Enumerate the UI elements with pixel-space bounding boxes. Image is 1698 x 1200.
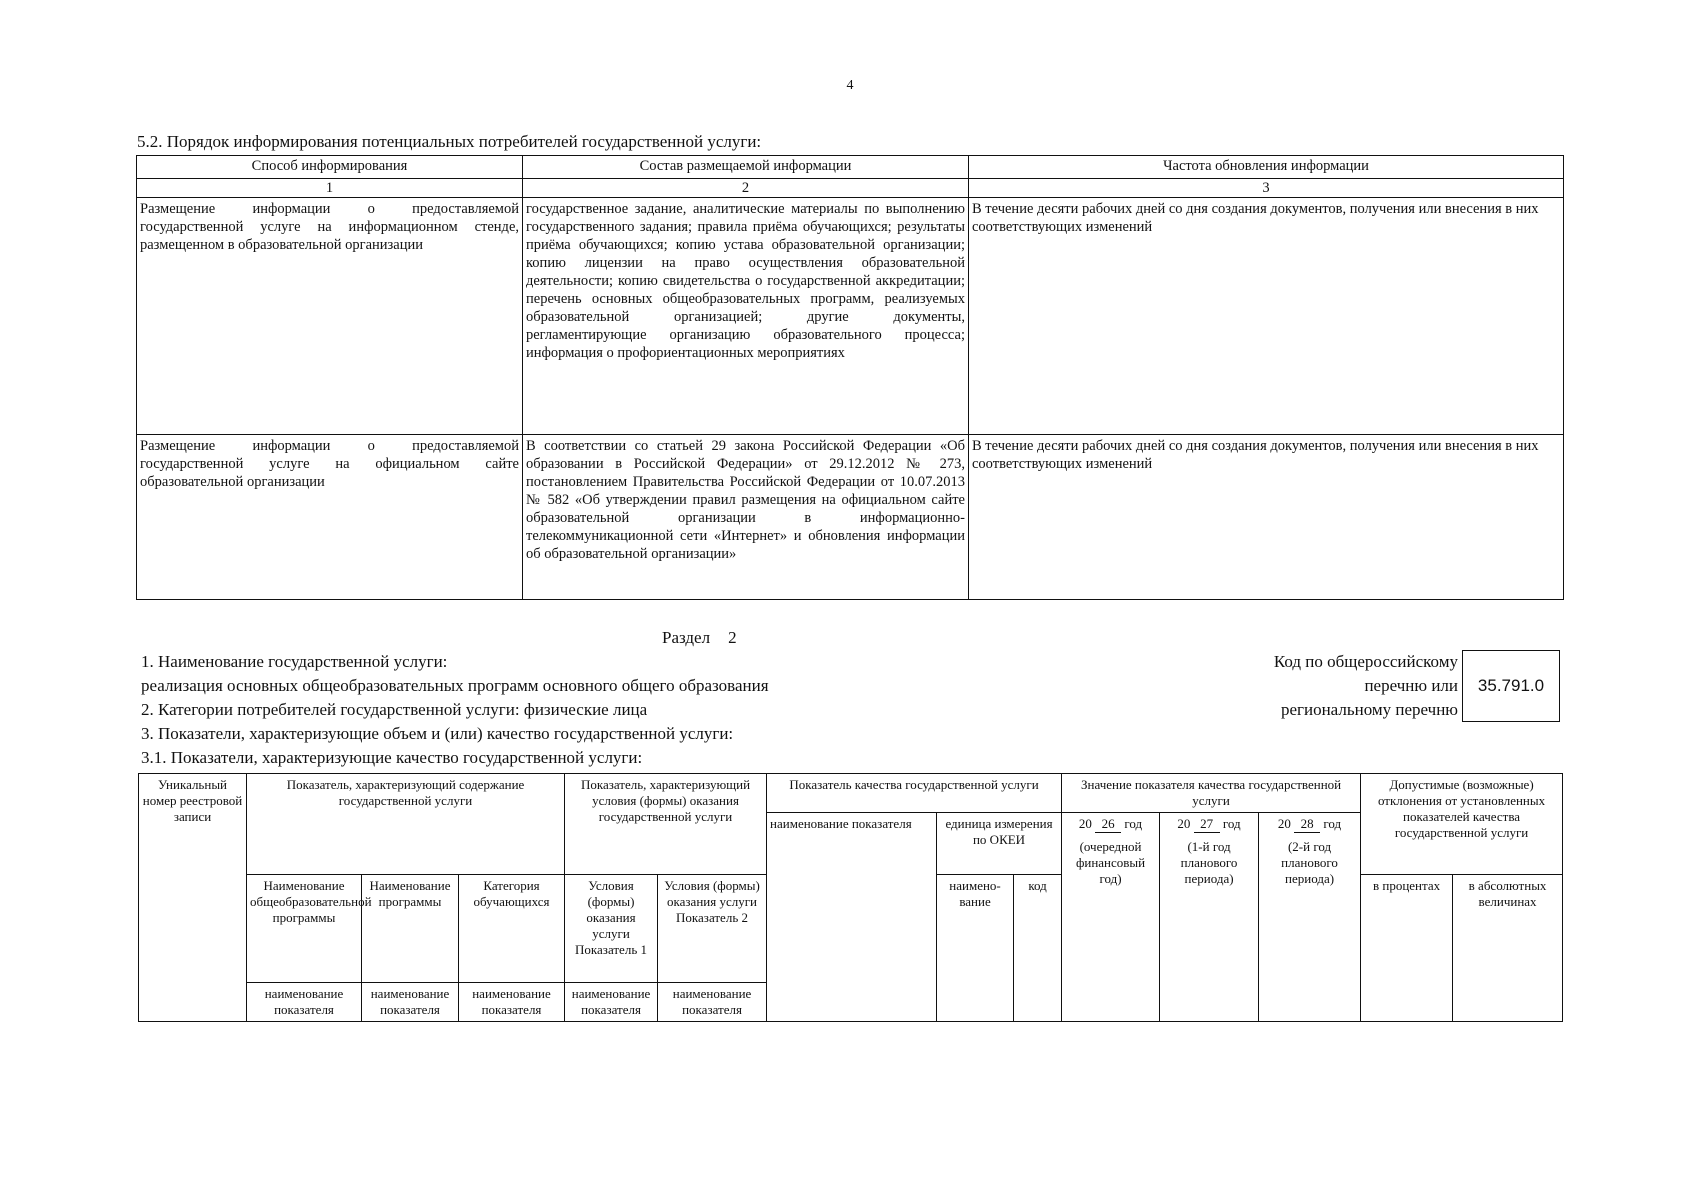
col-number: 2 [523, 179, 969, 198]
service-name-label: 1. Наименование государственной услуги: [141, 652, 448, 671]
frequency-cell: В течение десяти рабочих дней со дня создания документов, получения или внесения в них соответствующих изменений [969, 435, 1564, 600]
method-cell: Размещение информации о предоставляемой государственной услуге на информационном стенде, размещенном в образовательной организации [137, 198, 523, 435]
year-suffix: год [1124, 816, 1143, 831]
code-label-3: региональному перечню [1280, 700, 1458, 719]
page-number: 4 [846, 78, 854, 93]
section-5-2-heading: 5.2. Порядок информирования потенциальных потребителей государственной услуги: [137, 132, 762, 151]
year-value: 26 [1095, 816, 1121, 833]
table-header-row [139, 774, 1563, 813]
year-note: (1-й год планового периода) [1180, 839, 1238, 886]
indicator-name-header: наименование показателя [767, 813, 937, 1022]
method-cell: Размещение информации о предоставляемой государственной услуге на официальном сайте образовательной организации [137, 435, 523, 600]
header-content: Состав размещаемой информации [523, 156, 969, 179]
quality-indicator-header: Показатель качества государственной услуги [767, 774, 1062, 813]
code-label-1: Код по общероссийскому [1273, 652, 1458, 671]
year-note: (2-й год планового периода) [1281, 839, 1338, 886]
deviation-percent-header: в процентах [1361, 875, 1453, 1022]
consumer-categories: 2. Категории потребителей государственной услуги: физические лица [141, 700, 648, 719]
content-indicator-header: Показатель, характеризующий содержание государственной услуги [247, 774, 565, 875]
year-suffix: год [1323, 816, 1342, 831]
year-value: 28 [1294, 816, 1320, 833]
frequency-cell: В течение десяти рабочих дней со дня создания документов, получения или внесения в них соответствующих изменений [969, 198, 1564, 435]
year-prefix: 20 [1177, 816, 1191, 831]
indicator-name-label: наименование показателя [658, 983, 767, 1022]
condition-2-header: Условия (формы) оказания услуги Показатель 2 [658, 875, 767, 983]
year-plan1-header [1160, 813, 1259, 1022]
col-number: 1 [137, 179, 523, 198]
indicator-name-label: наименование показателя [565, 983, 658, 1022]
section-label: Раздел [662, 628, 711, 647]
year-value: 27 [1194, 816, 1220, 833]
indicators-heading: 3. Показатели, характеризующие объем и (или) качество государственной услуги: [141, 724, 734, 743]
year-suffix: год [1222, 816, 1241, 831]
indicator-name-label: наименование показателя [247, 983, 362, 1022]
service-name-value: реализация основных общеобразовательных программ основного общего образования [141, 676, 769, 695]
year-plan2-header [1259, 813, 1361, 1022]
year-prefix: 20 [1277, 816, 1291, 831]
table-header-row [137, 156, 1564, 179]
year-current-header [1062, 813, 1160, 1022]
section-number: 2 [728, 628, 737, 647]
content-cell: государственное задание, аналитические материалы по выполнению государственного задания; правила приёма обучающихся; результаты приёма обучающихся; копию устава образовательной организации; копию лицензии на право осуществления образовательной деятельности; копию свидетельства о государственной аккредитации; перечень основных общеобразовательных программ, реализуемых образовательной организацией; другие документы, регламентирующие организацию образовательного процесса; информация о профориентационных мероприятиях [523, 198, 969, 435]
col-number: 3 [969, 179, 1564, 198]
student-category-header: Категория обучающихся [459, 875, 565, 983]
header-frequency: Частота обновления информации [969, 156, 1564, 179]
okei-unit-header: единица измерения по ОКЕИ [937, 813, 1062, 875]
condition-1-header: Условия (формы) оказания услуги Показатель 1 [565, 875, 658, 983]
table-row [137, 198, 1564, 435]
year-prefix: 20 [1078, 816, 1092, 831]
deviation-absolute-header: в абсолютных величинах [1453, 875, 1563, 1022]
column-numbers-row [137, 179, 1564, 198]
unit-name-header: наимено-вание [937, 875, 1014, 1022]
informing-table [136, 155, 1564, 600]
year-note: (очередной финансовый год) [1075, 839, 1146, 886]
quality-indicators-table [138, 773, 1563, 1022]
content-cell: В соответствии со статьей 29 закона Российской Федерации «Об образовании в Российской Федерации» от 29.12.2012 № 273, постановлением Правительства Российской Федерации от 10.07.2013 № 582 «Об утверждении правил размещения на официальном сайте образовательной организации в информационно-телекоммуникационной сети «Интернет» и обновления информации об образовательной организации» [523, 435, 969, 600]
deviation-header: Допустимые (возможные) отклонения от установленных показателей качества государственной услуги [1361, 774, 1563, 875]
indicator-name-label: наименование показателя [362, 983, 459, 1022]
header-method: Способ информирования [137, 156, 523, 179]
indicator-value-header: Значение показателя качества государственной услуги [1062, 774, 1361, 813]
registry-code-box: 35.791.0 [1462, 650, 1560, 722]
code-label-2: перечню или [1364, 676, 1458, 695]
section-title [662, 628, 737, 648]
unique-number-header: Уникальный номер реестровой записи [139, 774, 247, 1022]
program-header: Наименование программы [362, 875, 459, 983]
indicator-name-label: наименование показателя [459, 983, 565, 1022]
unit-code-header: код [1014, 875, 1062, 1022]
conditions-indicator-header: Показатель, характеризующий условия (формы) оказания государственной услуги [565, 774, 767, 875]
quality-indicators-heading: 3.1. Показатели, характеризующие качество государственной услуги: [141, 748, 643, 767]
program-name-header: Наименование общеобразовательной программы [247, 875, 362, 983]
table-row [137, 435, 1564, 600]
